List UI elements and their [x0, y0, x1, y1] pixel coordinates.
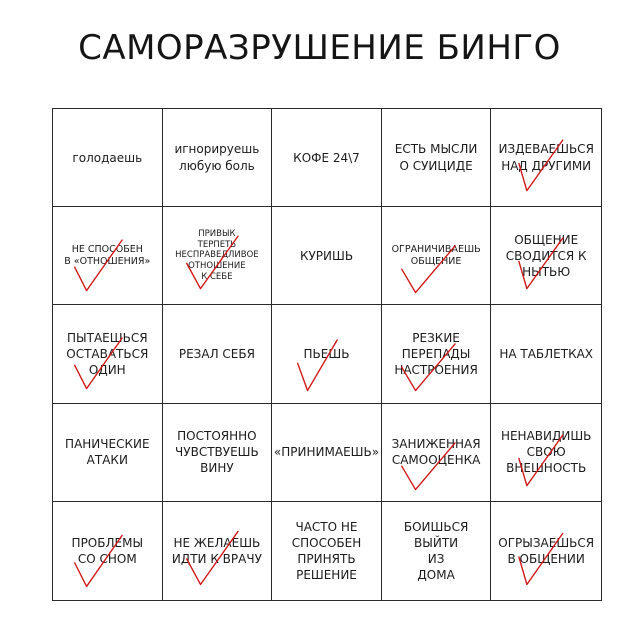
- bingo-cell[interactable]: [491, 502, 601, 600]
- bingo-cell-label: БОИШЬСЯ ВЫЙТИ ИЗ ДОМА: [403, 519, 469, 583]
- bingo-cell-label: ПРИВЫК ТЕРПЕТЬ НЕСПРАВЕДЛИВОЕ ОТНОШЕНИЕ К СЕБЕ: [175, 229, 259, 282]
- bingo-cell-label: ЗАНИЖЕННАЯ САМООЦЕНКА: [391, 437, 481, 468]
- bingo-cell-label: НЕ ЖЕЛАЕШЬ ИДТИ К ВРАЧУ: [171, 535, 262, 566]
- bingo-cell[interactable]: [53, 109, 163, 207]
- bingo-cell[interactable]: [382, 305, 492, 403]
- bingo-cell[interactable]: [53, 207, 163, 305]
- bingo-cell[interactable]: [382, 109, 492, 207]
- bingo-cell[interactable]: [272, 502, 382, 600]
- bingo-cell[interactable]: [163, 207, 273, 305]
- bingo-cell[interactable]: [163, 305, 273, 403]
- bingo-cell-label: ОБЩЕНИЕ СВОДИТСЯ К НЫТЬЮ: [505, 232, 587, 279]
- bingo-cell-label: ПЬЕШЬ: [303, 346, 350, 361]
- bingo-cell[interactable]: [272, 404, 382, 502]
- page-title: САМОРАЗРУШЕНИЕ БИНГО: [78, 28, 561, 68]
- bingo-cell[interactable]: [53, 305, 163, 403]
- bingo-cell-label: ЕСТЬ МЫСЛИ О СУИЦИДЕ: [394, 142, 478, 173]
- bingo-cell-label: РЕЗКИЕ ПЕРЕПАДЫ НАСТРОЕНИЯ: [394, 330, 478, 378]
- bingo-cell[interactable]: [53, 404, 163, 502]
- bingo-cell[interactable]: [163, 109, 273, 207]
- bingo-cell[interactable]: [382, 207, 492, 305]
- bingo-cell-label: «ПРИНИМАЕШЬ»: [273, 445, 380, 460]
- bingo-cell-label: ПРОБЛЕМЫ СО СНОМ: [71, 535, 144, 566]
- bingo-cell-label: ИЗДЕВАЕШЬСЯ НАД ДРУГИМИ: [498, 142, 594, 173]
- bingo-cell-label: КУРИШЬ: [299, 248, 354, 263]
- bingo-cell[interactable]: [491, 404, 601, 502]
- bingo-cell-label: НЕНАВИДИШЬ СВОЮ ВНЕШНОСТЬ: [500, 428, 592, 476]
- bingo-cell[interactable]: [163, 404, 273, 502]
- bingo-cell[interactable]: [382, 404, 492, 502]
- bingo-cell-label: ПЫТАЕШЬСЯ ОСТАВАТЬСЯ ОДИН: [66, 330, 149, 378]
- bingo-cell-label: КОФЕ 24\7: [293, 150, 360, 165]
- bingo-cell-label: ПАНИЧЕСКИЕ АТАКИ: [65, 437, 150, 468]
- bingo-cell[interactable]: [491, 109, 601, 207]
- bingo-cell-label: РЕЗАЛ СЕБЯ: [178, 346, 255, 361]
- bingo-cell[interactable]: [163, 502, 273, 600]
- bingo-cell-label: ПОСТОЯННО ЧУВСТВУЕШЬ ВИНУ: [175, 428, 259, 476]
- bingo-cell[interactable]: [272, 305, 382, 403]
- bingo-grid: [52, 108, 602, 601]
- bingo-cell-label: ОГРАНИЧИВАЕШЬ ОБЩЕНИЕ: [391, 243, 481, 267]
- bingo-cell[interactable]: [272, 207, 382, 305]
- bingo-cell-label: голодаешь: [72, 150, 143, 165]
- bingo-cell[interactable]: [272, 109, 382, 207]
- bingo-cell[interactable]: [491, 305, 601, 403]
- bingo-cell-label: НА ТАБЛЕТКАХ: [499, 346, 594, 361]
- bingo-cell[interactable]: [382, 502, 492, 600]
- bingo-cell-label: ОГРЫЗАЕШЬСЯ В ОБЩЕНИИ: [498, 535, 595, 566]
- bingo-cell-label: ЧАСТО НЕ СПОСОБЕН ПРИНЯТЬ РЕШЕНИЕ: [291, 519, 362, 583]
- bingo-cell-label: НЕ СПОСОБЕН В «ОТНОШЕНИЯ»: [64, 243, 151, 267]
- bingo-cell[interactable]: [491, 207, 601, 305]
- bingo-cell[interactable]: [53, 502, 163, 600]
- bingo-cell-label: игнорируешь любую боль: [174, 142, 260, 173]
